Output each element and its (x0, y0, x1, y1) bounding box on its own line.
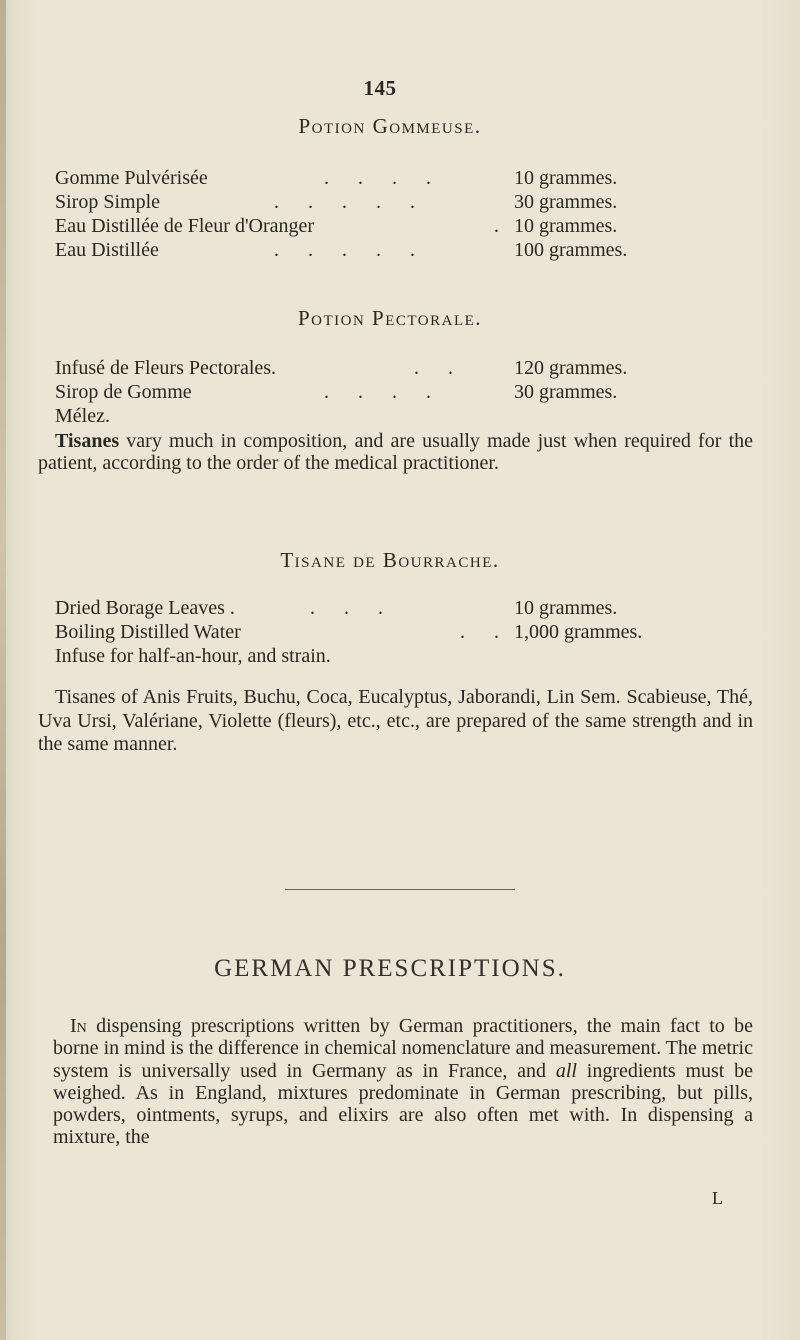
recipe-row (0, 596, 800, 620)
german-prescriptions-title: GERMAN PRESCRIPTIONS. (214, 955, 566, 982)
recipe-row (0, 214, 800, 238)
ingredient-quantity: 120 grammes. (514, 357, 628, 379)
ingredient-quantity: 10 grammes. (514, 167, 618, 189)
leader-dots: . . . . . (274, 239, 427, 261)
german-lead-word: In (70, 1015, 87, 1037)
leader-dots: . . (460, 621, 511, 643)
ingredient-quantity: 10 grammes. (514, 215, 618, 237)
recipe-row (0, 166, 800, 190)
leader-dots: . . . . (324, 381, 443, 403)
leader-dots: . . . . (324, 167, 443, 189)
ingredient-quantity: 10 grammes. (514, 597, 618, 619)
section-divider (285, 889, 515, 890)
german-prescriptions-paragraph (53, 1015, 753, 1149)
tisane-bourrache-title: Tisane de Bourrache. (280, 548, 500, 572)
recipe-row (0, 620, 800, 644)
mix-instruction: Mélez. (55, 405, 110, 427)
infuse-instruction: Infuse for half-an-hour, and strain. (55, 645, 331, 667)
tisanes-list-paragraph: Tisanes of Anis Fruits, Buchu, Coca, Eucalyptus, Jaborandi, Lin Sem. Scabieuse, Thé, Uva Ursi, Valériane, Violette (fleurs), etc., etc., are prepared of the same strength and in the same manner. (38, 686, 753, 755)
ingredient-name: Eau Distillée de Fleur d'Oranger (55, 215, 315, 237)
tisanes-lead-word: Tisanes (55, 430, 120, 452)
potion-gommeuse-title: Potion Gommeuse. (298, 114, 482, 138)
ingredient-name: Sirop de Gomme (55, 381, 192, 403)
ingredient-name: Sirop Simple (55, 191, 161, 213)
leader-dots: . . (414, 357, 465, 379)
tisanes-paragraph-text: vary much in composition, and are usually made just when required for the patient, according to the order of the medical practitioner. (38, 430, 753, 474)
leader-dots: . . . (310, 597, 395, 619)
leader-dots: . (494, 215, 511, 237)
tisanes-paragraph (38, 430, 753, 474)
recipe-row (0, 380, 800, 404)
ingredient-name: Dried Borage Leaves . (55, 597, 235, 619)
potion-pectorale-title: Potion Pectorale. (297, 306, 483, 330)
signature-mark: L (712, 1188, 723, 1208)
ingredient-quantity: 30 grammes. (514, 381, 618, 403)
recipe-row (0, 238, 800, 262)
german-text-b: ingredients must be weighed. As in England, mixtures predominate in German prescribing, but pills, powders, ointments, syrups, and elixirs are also often met with. In dispensing a mixture, the (53, 1059, 754, 1149)
ingredient-name: Infusé de Fleurs Pectorales. (55, 357, 277, 379)
recipe-row (0, 356, 800, 380)
ingredient-name: Boiling Distilled Water (55, 621, 241, 643)
ingredient-name: Gomme Pulvérisée (55, 167, 208, 189)
leader-dots: . . . . . (274, 191, 427, 213)
ingredient-name: Eau Distillée (55, 239, 159, 261)
recipe-row (0, 190, 800, 214)
ingredient-quantity: 1,000 grammes. (514, 621, 643, 643)
german-text-a: dispensing prescriptions written by German practitioners, the main fact to be borne in mind is the difference in chemical nomenclature and measurement. The metric system is universally used in Germany as in France, and (53, 1015, 753, 1082)
ingredient-quantity: 30 grammes. (514, 191, 618, 213)
ingredient-quantity: 100 grammes. (514, 239, 628, 261)
german-emphasis: all (555, 1059, 577, 1082)
page-number: 145 (363, 76, 397, 100)
